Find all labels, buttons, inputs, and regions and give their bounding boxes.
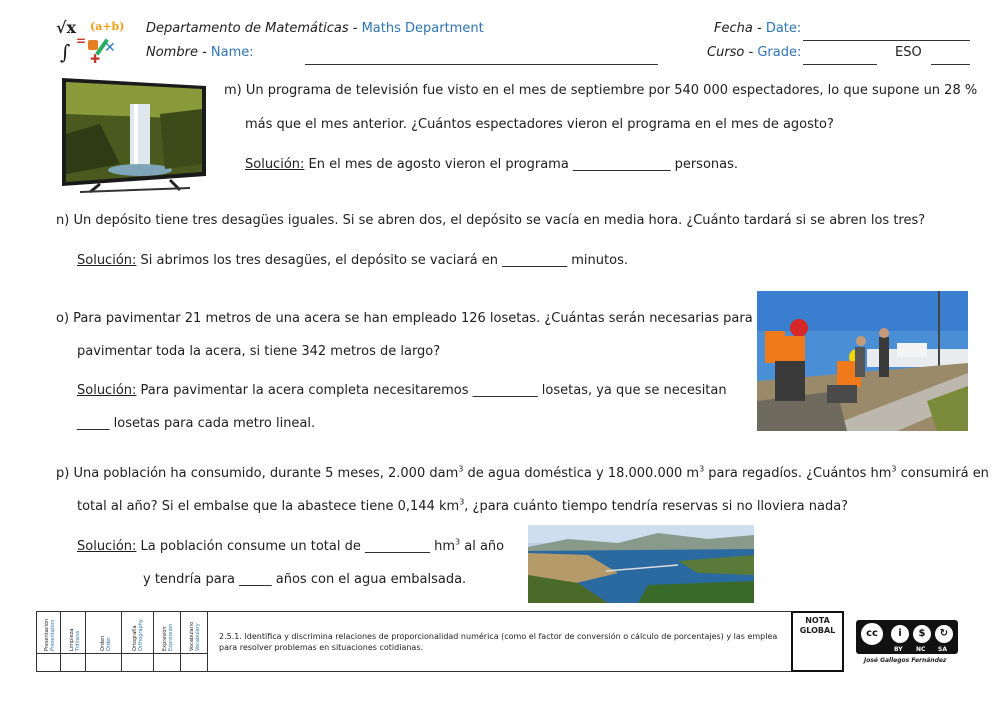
workers-paving-image	[757, 291, 968, 431]
solution-label: Solución:	[77, 539, 137, 554]
course-sep: -	[744, 45, 758, 60]
criteria-label-orthography	[132, 619, 144, 651]
name-label	[146, 45, 254, 60]
solution-label: Solución:	[77, 383, 137, 398]
criteria-es: Presentación	[44, 618, 50, 651]
plus-icon: ✚	[90, 52, 101, 66]
sa-icon: ↻	[933, 623, 955, 645]
problem-o-line1: o) Para pavimentar 21 metros de una acera se han empleado 126 losetas. ¿Cuántas serán necesarias para	[56, 311, 753, 326]
solution-text-mid: hm	[429, 539, 456, 554]
creative-commons-badge	[856, 620, 958, 654]
criteria-label-presentation	[44, 619, 56, 651]
solution-label: Solución:	[77, 253, 137, 268]
solution-label: Solución:	[245, 157, 305, 172]
problem-n-solution	[77, 253, 628, 268]
author-signature: José Gallegos Fernández	[864, 657, 947, 664]
problem-p-solution	[77, 539, 504, 554]
answer-blank-1[interactable]: __________	[472, 383, 538, 398]
course-en: Grade:	[757, 45, 802, 60]
answer-blank[interactable]: __________	[502, 253, 568, 268]
eso-field[interactable]	[931, 64, 970, 65]
criteria-es: Vocabulario	[189, 621, 195, 651]
eso-label: ESO	[895, 45, 922, 60]
problem-p-text-a: p) Una población ha consumido, durante 5 meses, 2.000 dam	[56, 466, 459, 481]
cc-icon: cc	[859, 621, 885, 647]
criteria-en: Expression	[168, 623, 174, 651]
department-sep: -	[348, 21, 362, 36]
problem-o-solution	[77, 383, 727, 398]
nc-icon: $	[911, 623, 933, 645]
date-field[interactable]	[803, 40, 970, 41]
solution-text: Para pavimentar la acera completa necesitaremos	[136, 383, 473, 398]
criteria-label-vocabulary	[189, 622, 201, 651]
criteria-en: Order	[106, 636, 112, 651]
problem-p-text-d: consumirá en	[896, 466, 989, 481]
date-en: Date:	[765, 21, 802, 36]
logo	[54, 18, 124, 66]
answer-blank[interactable]: _______________	[572, 157, 671, 172]
criteria-en: Presentation	[50, 619, 56, 651]
criteria-en: Tidiness	[75, 630, 81, 651]
solution-text-end: minutos.	[567, 253, 628, 268]
solution-text: y tendría para	[143, 572, 240, 587]
department-es: Departamento de Matemáticas	[146, 21, 349, 36]
criteria-es: Ortografía	[132, 625, 138, 651]
solution-text-mid2: al año	[460, 539, 505, 554]
problem-p-line2-b: , ¿para cuánto tiempo tendría reservas si no lloviera nada?	[464, 499, 849, 514]
course-es: Curso	[707, 45, 745, 60]
problem-o-solution-line2	[77, 416, 315, 431]
problem-m-solution	[245, 157, 738, 172]
solution-text-end: años con el agua embalsada.	[271, 572, 467, 587]
problem-p-text-b: de agua doméstica y 18.000.000 m	[463, 466, 700, 481]
date-es: Fecha	[714, 21, 753, 36]
criteria-label-order	[100, 636, 112, 651]
ab-logo-text: (a+b)	[90, 20, 125, 33]
license-by: BY	[894, 646, 903, 653]
department-title	[146, 21, 484, 36]
name-field[interactable]	[305, 64, 658, 65]
criteria-es: Expresión	[162, 626, 168, 651]
sup-3: 3	[699, 464, 705, 474]
integral-icon: ∫	[60, 40, 71, 64]
sup-3: 3	[455, 537, 461, 547]
criteria-en: Orthography	[138, 619, 144, 651]
calculator-icon	[88, 40, 98, 50]
date-label	[714, 21, 801, 36]
course-label	[707, 45, 801, 60]
department-en: Maths Department	[361, 21, 484, 36]
sup-3: 3	[891, 464, 897, 474]
sup-3: 3	[458, 464, 464, 474]
criteria-es: Orden	[100, 635, 106, 651]
problem-p-line1	[56, 466, 989, 481]
problem-p-line2	[77, 499, 848, 514]
solution-text-end: personas.	[670, 157, 739, 172]
course-field[interactable]	[803, 64, 877, 65]
criteria-label-tidiness	[69, 629, 81, 651]
tv-waterfall-image	[60, 74, 208, 194]
date-sep: -	[752, 21, 766, 36]
problem-m-line2: más que el mes anterior. ¿Cuántos espectadores vieron el programa en el mes de agosto?	[245, 117, 834, 132]
by-icon: i	[889, 623, 911, 645]
solution-text: Si abrimos los tres desagües, el depósito se vaciará en	[136, 253, 503, 268]
answer-blank-2[interactable]: _____	[239, 572, 272, 587]
equals-icon: =	[76, 34, 87, 48]
global-grade-box[interactable]	[791, 611, 844, 672]
answer-blank-2[interactable]: _____	[77, 416, 110, 431]
reservoir-image	[528, 525, 754, 603]
solution-text-end: losetas para cada metro lineal.	[109, 416, 316, 431]
problem-n-text: n) Un depósito tiene tres desagües iguales. Si se abren dos, el depósito se vacía en media hora. ¿Cuánto tardará si se abren los tres?	[56, 213, 926, 228]
problem-p-solution-line2	[143, 572, 466, 587]
name-es: Nombre	[146, 45, 198, 60]
name-sep: -	[197, 45, 211, 60]
answer-blank-1[interactable]: __________	[364, 539, 430, 554]
solution-text-mid: losetas, ya que se necesitan	[537, 383, 727, 398]
evaluation-criterion: 2.5.1. Identifica y discrimina relaciones de proporcionalidad numérica (como el factor de conversión o cálculo de porcentajes) y las emplea para resolver problemas en situaciones cotidianas.	[219, 632, 778, 652]
sqrt-x-logo-text: √x	[56, 18, 77, 37]
name-en: Name:	[210, 45, 254, 60]
multiply-icon: ✕	[104, 40, 116, 56]
problem-m-line1: m) Un programa de televisión fue visto en el mes de septiembre por 540 000 espectadores, lo que supone un 28 %	[224, 83, 978, 98]
problem-p-line2-a: total al año? Si el embalse que la abastece tiene 0,144 km	[77, 499, 460, 514]
problem-p-text-c: para regadíos. ¿Cuántos hm	[704, 466, 892, 481]
solution-text: La población consume un total de	[136, 539, 365, 554]
solution-text: En el mes de agosto vieron el programa	[304, 157, 573, 172]
criteria-label-expression	[162, 624, 174, 651]
nota-label: NOTA	[805, 616, 830, 625]
global-label: GLOBAL	[799, 626, 836, 635]
sup-3: 3	[459, 497, 465, 507]
problem-o-line2: pavimentar toda la acera, si tiene 342 metros de largo?	[77, 344, 441, 359]
criteria-es: Limpieza	[69, 628, 75, 651]
license-sa: SA	[938, 646, 947, 653]
license-nc: NC	[916, 646, 926, 653]
criteria-en: Vocabulary	[195, 623, 201, 651]
